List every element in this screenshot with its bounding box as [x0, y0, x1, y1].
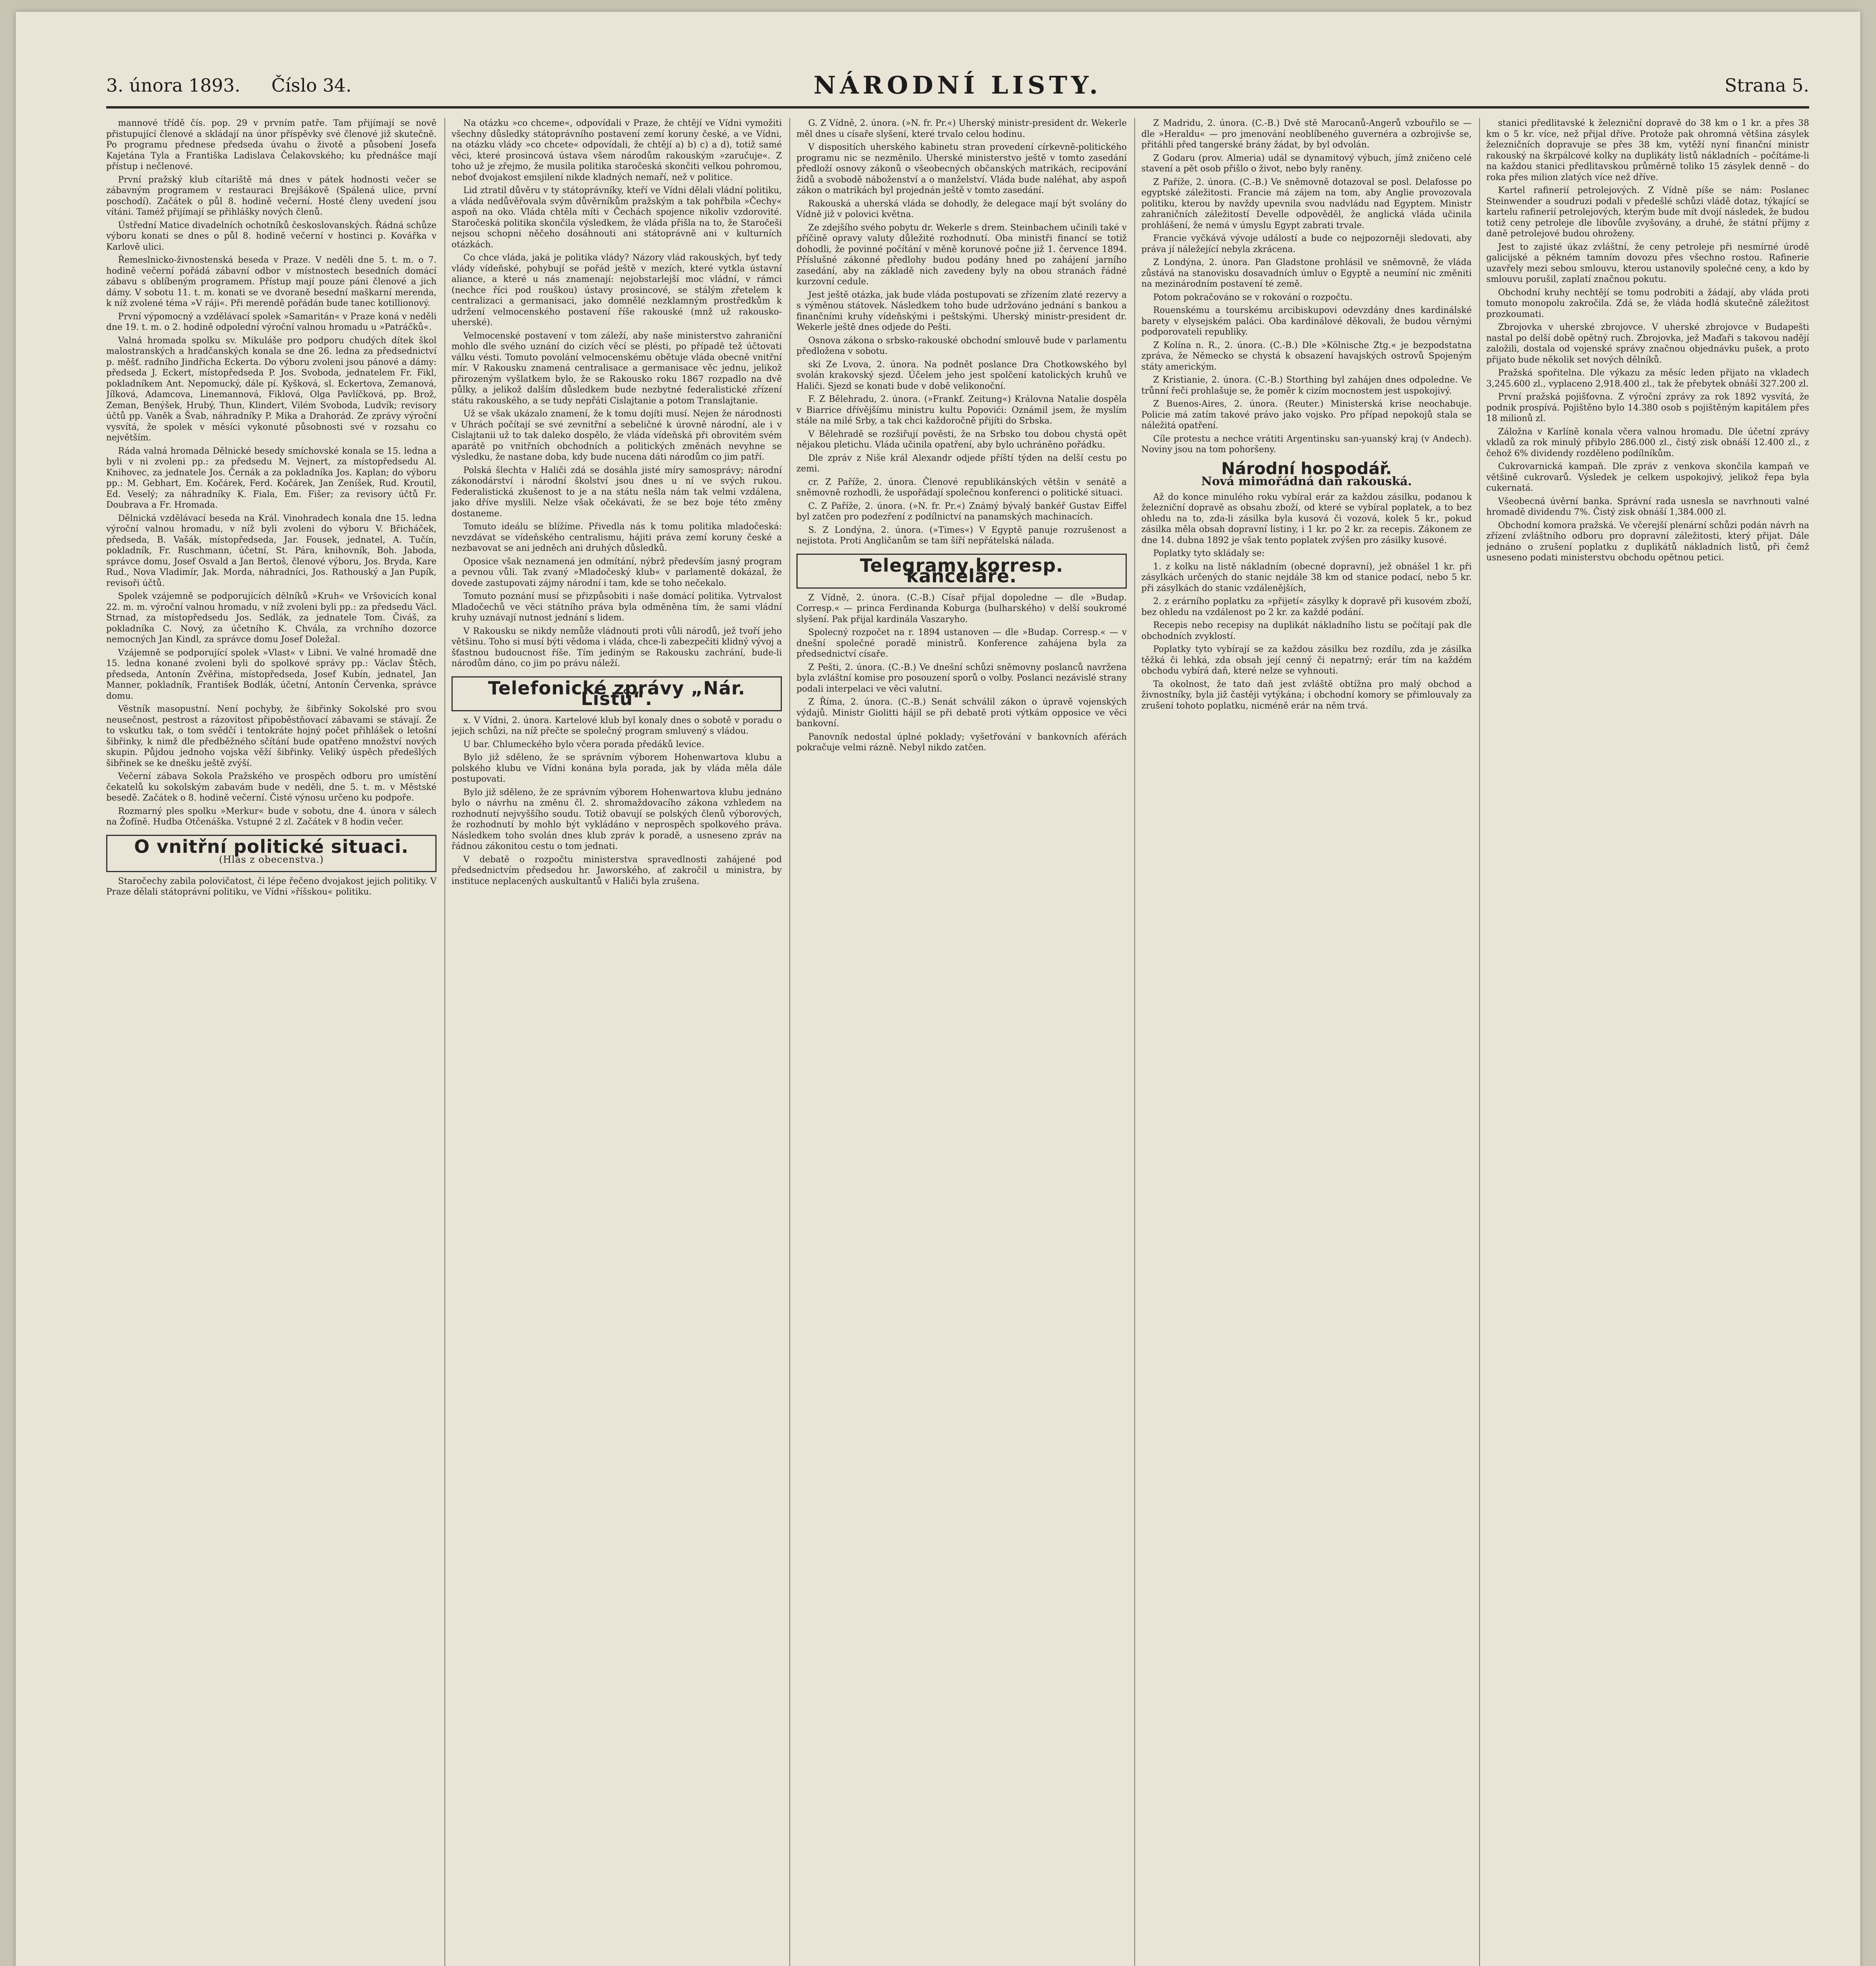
article-paragraph: Recepis nebo recepisy na duplikát nákladního listu se počítají pak dle obchodních zvyklostí.: [1141, 620, 1472, 641]
article-paragraph: Kartel rafinerií petrolejových. Z Vídně píše se nám: Poslanec Steinwender a soudruzi podali v předešlé schůzi vládě dotaz, týkající se kartelu rafinerií petrolejových, kterým bude mít dvojí následek, že budou totiž ceny petroleje dle libovůle zvyšovány, a druhé, že státní příjmy z daně petrolejové budou ohroženy.: [1486, 186, 1809, 239]
article-paragraph: S. Z Londýna, 2. února. (»Times«) V Egyptě panuje rozrušenost a nejistota. Proti Angličanům se tam šíří nepřátelská nálada.: [796, 525, 1127, 546]
section-title: Telefonické zprávy „Nár. Listů“.: [488, 677, 746, 709]
article-paragraph: Spolek vzájemně se podporujících dělníků »Kruh« ve Vršovicích konal 22. m. m. výroční valnou hromadu, v níž zvoleni byli pp.: za předsedu Václ. Strnad, za místopředsedu Jos. Sedlák, za jednatele Tom. Čiváš, za pokladníka C. Nový, za účetního K. Chvála, za vrchního dozorce nemocných Jan Kindl, za správce domu Josef Doležal.: [106, 591, 437, 644]
section-title: Telegramy korresp. kanceláře.: [860, 554, 1063, 587]
column-2: [451, 118, 782, 1966]
column-divider: [444, 118, 445, 1966]
article-paragraph: Bylo již sděleno, že se správním výborem Hohenwartova klubu a polského klubu ve Vídni konána byla porada, jak by vláda měla dále postupovati.: [451, 753, 782, 784]
article-paragraph: Panovník nedostal úplné poklady; vyšetřování v bankovních aférách pokračuje velmi rázně. Nebyl nikdo zatčen.: [796, 732, 1127, 753]
article-paragraph: Polská šlechta v Haliči zdá se dosáhla jisté míry samosprávy; národní zákonodárství i národní školství jsou dnes u ní ve svých rukou. Federalistická zkušenost to je a na státu nešla nám tak velmi vzdálena, jako dříve myslili. Nelze však očekávati, že se bez boje této změny dostaneme.: [451, 465, 782, 519]
article-paragraph: Valná hromada spolku sv. Mikuláše pro podporu chudých dítek škol malostranských a hradčanských konala se dne 26. ledna za předsednictví p. měšť. radního Jindřicha Eckerta. Do výboru zvoleni jsou pánové a dámy: předseda J. Eckert, místopředseda P. Jos. Svoboda, jednatelem Fr. Fikl, pokladníkem Ant. Nepomucký, dále pí. Kyšková, sl. Eckertova, Zemanová, Jílková, Adamcova, Linemannová, Fiklová, Olga Pavlíčková, pp. Brož, Zeman, Benýšek, Hrubý, Thun, Klindert, Vilém Svoboda, Ludvík; revisory účtů pp. Vaněk a Švab, náhradníky P. Mika a Drahorád. Ze zprávy výroční vysvítá, že spolek v měsíci vykonuté působnosti své v rozsahu co největším.: [106, 335, 437, 443]
article-paragraph: Řemeslnicko-živnostenská beseda v Praze. V neděli dne 5. t. m. o 7. hodině večerní pořádá zábavní odbor v místnostech besedních domácí zábavu s oblíbeným programem. Přístup mají pouze páni členové a jich dámy. V sobotu 11. t. m. konati se ve dvoraně besední maškarní merenda, k níž zvolené téma »V ráji«. Při merendě pořádán bude tanec kotillionový.: [106, 255, 437, 308]
article-paragraph: V Rakousku se nikdy nemůže vládnouti proti vůli národů, jež tvoří jeho většinu. Toho si musí býti vědoma i vláda, chce-li zabezpečiti klidný vývoj a šťastnou budoucnost říše. Tím jediným se Rakousku zachrání, bude-li národům dáno, co jim po právu náleží.: [451, 626, 782, 668]
article-paragraph: Už se však ukázalo znamení, že k tomu dojíti musí. Nejen že národnosti v Uhrách počítají se své zevnitřní a sebeličné k úrovně národní, ale i v Cislajtanii už to tak daleko dospělo, že vláda vídeňská při obrovitém svém aparátě po vnitřních obchodních a politických změnách nevyhne se výsledku, že nastane doba, kdy bude nucena dáti národům co jim patří.: [451, 409, 782, 462]
section-heading: [1141, 458, 1472, 478]
article-paragraph: Na otázku »co chceme«, odpovídali v Praze, že chtějí ve Vídni vymožiti všechny důsledky státoprávního postavení zemí koruny české, a ve Vídni, na otázku vlády »co chcete« odpovídali, že chtějí a) b) c) a d), totiž samé věci, které prosincová ústava všem národům rakouským »zaručuje«. Z toho už je zřejmo, že musila politika staročeská skončiti velkou pohromou, neboť dvojakost emsjilení nikde kladných nemaří, než v politice.: [451, 118, 782, 182]
article-paragraph: Cíle protestu a nechce vrátiti Argentinsku san-yuanský kraj (v Andech). Noviny jsou na tom pohoršeny.: [1141, 434, 1472, 455]
article-paragraph: Až do konce minulého roku vybíral erár za každou zásilku, podanou k železniční dopravě as obsahu zboží, od které se vybíral poplatek, a to bez ohledu na to, zda-li zásilka byla kusová či vozová, kolek 5 kr., pokud zásilka měla obsah dopravní listiny, i 1 kr. po 2 kr. za recepis. Zákonem ze dne 14. dubna 1892 je však tento poplatek zvýšen pro zásilky kusové.: [1141, 492, 1472, 545]
article-paragraph: Spolecný rozpočet na r. 1894 ustanoven — dle »Budap. Corresp.« — v dnešní společné poradě ministrů. Konference zahájena byla za předsednictví císaře.: [796, 628, 1127, 659]
article-paragraph: Jest ještě otázka, jak bude vláda postupovati se zřízením zlaté rezervy a s výměnou státovek. Následkem toho bude udržováno jednání s bankou a finančními kruhy vídeňskými i peštskými. Uherský ministr-president dr. Wekerle ještě dnes odjede do Pešti.: [796, 290, 1127, 332]
article-paragraph: x. V Vídni, 2. února. Kartelové klub byl konaly dnes o sobotě v poradu o jejich schůzi, na níž přečte se společný program smluvený s vládou.: [451, 715, 782, 736]
issue-number: Číslo 34.: [271, 75, 352, 96]
article-paragraph: Tomuto poznání musí se přizpůsobiti i naše domácí politika. Vytrvalost Mladočechů ve věci státního práva byla odměněna tím, že sami vládní kruhy uznávají nutnost jednání s lidem.: [451, 591, 782, 623]
article-paragraph: Věstník masopustní. Není pochyby, že šibřinky Sokolské pro svou neusečnost, pestrost a rázovitost připoběstňovací zábavami se stávají. Že to vskutku tak, o tom svědčí i tentokráte hojný počet přihlášek o letošní šibřinky, k nimž dle předběžného sčítání bude opatřeno množství nových skupin. Půjdou jednoho vojska věží šibřinky. Veliký úspěch předešlých šibřinek se ke dnešku ještě zvýší.: [106, 704, 437, 768]
article-paragraph: Ráda valná hromada Dělnické besedy smíchovské konala se 15. ledna a byli v ni zvoleni pp.: za předsedu M. Vejnert, za místopředsedu Al. Knihovec, za jednatele Jos. Černák a za pokladníka Jos. Kaplan; do výboru pp.: M. Gebhart, Em. Kočárek, Ferd. Kočárek, Jan Zeníšek, Rud. Kroutil, Ed. Veselý; za náhradníky K. Fiala, Em. Fišer; za revisory účtů Fr. Doubrava a Fr. Hromada.: [106, 446, 437, 510]
newspaper-page: [16, 12, 1860, 1966]
article-paragraph: C. Z Paříže, 2. února. (»N. fr. Pr.«) Známý bývalý bankéř Gustav Eiffel byl zatčen pro podezření z podílnictví na panamských machinacích.: [796, 501, 1127, 522]
article-paragraph: Večerní zábava Sokola Pražského ve prospěch odboru pro umístění čekatelů ku sokolským zabavám bude v neděli, dne 5. t. m. v Městské besedě. Začátek o 8. hodině večerní. Čisté výnosu určeno ku podpoře.: [106, 771, 437, 803]
article-paragraph: Z Kristianie, 2. února. (C.-B.) Storthing byl zahájen dnes odpoledne. Ve trůnní řeči prohlašuje se, že poměr k cizím mocnostem jest uspokojivý.: [1141, 375, 1472, 396]
column-3: [796, 118, 1127, 1966]
article-paragraph: Jest to zajisté úkaz zvláštní, že ceny petroleje při nesmírné úrodě galicijské a pěkném tamním dovozu přes všechno rostou. Rafinerie uzavřely mezi sebou smlouvu, kterou ustanovily společné ceny, a kdo by smlouvu porušil, zaplatí značnou pokutu.: [1486, 242, 1809, 284]
article-paragraph: Rouenskému a tourskému arcibiskupovi odevzdány dnes kardinálské barety v elysejském paláci. Oba kardinálové děkovali, že budou věrnými podporovateli republiky.: [1141, 306, 1472, 337]
article-paragraph: Dle zpráv z Niše král Alexandr odjede příští týden na delší cestu po zemi.: [796, 453, 1127, 474]
masthead-title: NÁRODNÍ LISTY.: [813, 71, 1102, 99]
article-paragraph: Pražská spořitelna. Dle výkazu za měsíc leden přijato na vkladech 3,245.600 zl., vyplaceno 2,918.400 zl., tak že přebytek obnáší 327.200 zl.: [1486, 368, 1809, 389]
article-paragraph: Zbrojovka v uherské zbrojovce. V uherské zbrojovce v Budapešti nastal po delší době opětný ruch. Zbrojovka, jež Maďaři s takovou nadějí založili, dostala od vojenské správy značnou objednávku pušek, a proto přijato bude několik set nových dělníků.: [1486, 322, 1809, 365]
section-heading: [106, 835, 437, 872]
article-paragraph: U bar. Chlumeckého bylo včera porada předáků levice.: [463, 739, 704, 749]
article-paragraph: Z Buenos-Aires, 2. února. (Reuter.) Ministerská krise neochabuje. Policie má zatím takové právo jako vojsko. Pro případ nepokojů stala se náležitá opatření.: [1141, 399, 1472, 431]
column-4: [1141, 118, 1472, 1966]
article-paragraph: Ze zdejšího svého pobytu dr. Wekerle s drem. Steinbachem učinili také v příčině opravy valuty důležité rozhodnutí. Oba ministři financí se totiž dohodli, že povinné počítání v měně korunové počne již 1. července 1894. Příslušné zákonné předlohy budou podány hned po zahájení jarního zasedání, aby na základě nich zavedeny byly na obou stranách řádné kurzovní cedule.: [796, 223, 1127, 287]
article-paragraph: Z Godaru (prov. Almeria) udál se dynamitový výbuch, jímž zničeno celé stavení a pět osob přišlo o život, nebo byly raněny.: [1141, 153, 1472, 174]
section-subtitle: Nová mimořádná daň rakouská.: [1201, 475, 1412, 488]
article-paragraph: Poplatky tyto vybírají se za každou zásilku bez rozdílu, zda je zásilka těžká či lehká, zda obsah její cenný či nepatrný; erár tím na každém obchodu vybírá daň, které nelze se vyhnouti.: [1141, 644, 1472, 676]
article-paragraph: Oposice však neznamená jen odmítání, nýbrž především jasný program a pevnou vůli. Tak zvaný »Mladočeský klub« v parlamentě dokázal, že dovede zastupovati zájmy národní i tam, kde se toho nečekalo.: [451, 556, 782, 588]
article-paragraph: Ta okolnost, že tato daň jest zvláště obtížna pro malý obchod a živnostníky, byla již častěji vytýkána; i obchodní komory se přimlouvaly za zrušení tohoto poplatku, nicméně erár na něm trvá.: [1141, 679, 1472, 711]
article-paragraph: ski Ze Lvova, 2. února. Na podnět poslance Dra Chotkowského byl svolán krakovský sjezd. Účelem jeho jest spolčení katolických kruhů ve Haliči. Sjezd se konati bude v době velikonoční.: [796, 359, 1127, 391]
article-paragraph: Staročechy zabila polovičatost, či lépe řečeno dvojakost jejich politiky. V Praze dělali státoprávní politiku, ve Vídni »říšskou« politiku.: [106, 876, 437, 897]
article-paragraph: 2. z erárního poplatku za »přijetí« zásylky k dopravě při kusovém zboží, bez ohledu na vzdálenost po 2 kr. za každé podání.: [1141, 596, 1472, 617]
article-paragraph: Vzájemně se podporující spolek »Vlast« v Libni. Ve valné hromadě dne 15. ledna konané zvoleni byli do spolkové správy pp.: Václav Štěch, předseda, Antonín Zvěřina, místopředseda, Josef Kubín, jednatel, Jan Manner, pokladník, František Bodlák, účetní, Antonín Červenka, správce domu.: [106, 648, 437, 701]
article-paragraph: Potom pokračováno se v rokování o rozpočtu.: [1153, 292, 1353, 302]
article-paragraph: V Bělehradě se rozšiřují pověsti, že na Srbsko tou dobou chystá opět nějakou pletichu. Vláda učinila opatření, aby bylo uchráněno pořádku.: [796, 429, 1127, 450]
article-paragraph: Ústřední Matice divadelních ochotníků českoslovanských. Řádná schůze výboru konati se dnes o půl 8. hodině večerní v hostinci p. Kovářka v Karlově ulici.: [106, 220, 437, 252]
article-paragraph: mannové třídě čís. pop. 29 v prvním patře. Tam přijímají se nově přistupující členové a skládají na únor příspěvky své členové již skutečně. Po programu přednese předsedа úvahu o životě a působení Josefa Kajetána Tyla a Františka Ladislava Čelakovského; ku přednášce mají přístup i nečlenové.: [106, 118, 437, 171]
article-paragraph: Co chce vláda, jaká je politika vlády? Názory vlád rakouských, byť tedy vlády vídeňské, pohybují se pořád ještě v mezích, které vytkla ústavní aliance, a které u nás znamenají: nejobstarlejší moc vládní, v rámci (nechce říci pod rouškou) ústavy prosincové, se stálým zřetelem k centralizaci a germanisaci, jako domnělé nezklamným prostředkům k udržení velmocenského postavení říše rakouské (mnž už rakousko-uherské).: [451, 253, 782, 328]
page-header: [106, 71, 1809, 109]
article-paragraph: Obchodní komora pražská. Ve včerejší plenární schůzi podán návrh na zřízení zvláštního odboru pro dopravní záležitosti, který přijat. Dále jednáno o zrušení poplatku z duplikátů nákladních listů, při čemž usneseno podati ministerstvu obchodu opětnou petici.: [1486, 520, 1809, 563]
article-paragraph: Tomuto ideálu se blížíme. Přivedla nás k tomu politika mladočeská: nevzdávat se vídeňského centralismu, hájiti práva zemí koruny české a nezbavovat se ani jedněch ani druhých důsledků.: [451, 522, 782, 553]
article-paragraph: Z Vídně, 2. února. (C.-B.) Císař přijal dopoledne — dle »Budap. Corresp.« — princa Ferdinanda Koburga (bulharského) v delší soukromé slyšení. Pak přijal kardinála Vaszaryho.: [796, 593, 1127, 624]
section-heading: [796, 554, 1127, 589]
article-paragraph: Záložna v Karlíně konala včera valnou hromadu. Dle účetní zprávy vkladů za rok minulý přibylo 286.000 zl., čistý zisk obnáší 12.400 zl., z čehož 6% dividendy rozděleno podílníkům.: [1486, 427, 1809, 458]
article-paragraph: Francie vyčkává vývoje událostí a bude co nejpozorněji sledovati, aby práva jí náležející nebyla zkrácena.: [1141, 234, 1472, 254]
column-1: [106, 118, 437, 1966]
article-paragraph: Z Říma, 2. února. (C.-B.) Senát schválil zákon o úpravě vojenských výdajů. Ministr Giolitti hájil se při debatě proti výtkám opposice ve věci bankovní.: [796, 697, 1127, 729]
article-paragraph: Poplatky tyto skládaly se:: [1153, 549, 1265, 558]
column-divider: [1479, 118, 1480, 1966]
article-paragraph: Všeobecná úvěrní banka. Správní rada usnesla se navrhnouti valné hromadě dividendu 7%. Čistý zisk obnáší 1,384.000 zl.: [1486, 496, 1809, 517]
article-paragraph: Rakouská a uherská vláda se dohodly, že delegace mají být svolány do Vídně již v polovici května.: [796, 199, 1127, 219]
section-title: O vnitřní politické situaci.: [134, 836, 409, 857]
article-paragraph: Z Pešti, 2. února. (C.-B.) Ve dnešní schůzi sněmovny poslanců navržena byla zvláštní komise pro posouzení sporů o volby. Poslanci nezávislé strany podali interpelaci ve věci valutní.: [796, 662, 1127, 694]
article-paragraph: První pražský klub cítariště má dnes v pátek hodnosti večer se zábavným programem v restauraci Brejšákově (Spálená ulice, první poschodí). Začátek o půl 8. hodině večerní. Hosté členy uvedení jsou vítáni. Taméž přijímají se přihlášky nových členů.: [106, 175, 437, 217]
article-paragraph: cr. Z Paříže, 2. února. Členové republikánských většin v senátě a sněmovně rozhodli, že uspořádají společnou konferenci o politické situaci.: [796, 477, 1127, 498]
article-paragraph: Obchodní kruhy nechtějí se tomu podrobiti a žádají, aby vláda proti tomuto monopolu zakročila. Zdá se, že vláda hodlá skutečně záležitost prozkoumati.: [1486, 287, 1809, 319]
article-paragraph: Z Londýna, 2. února. Pan Gladstone prohlásil ve sněmovně, že vláda zůstává na stanovisku dosavadních úmluv o Egyptě a neumíní nic změniti na mezinárodním postavení té země.: [1141, 258, 1472, 289]
article-paragraph: F. Z Bělehradu, 2. února. (»Frankf. Zeitung«) Královna Natalie dospěla v Biarrice dřívějšímu ministru kultu Popovići: Oznámil jsem, že myslím stále na milé Srby, a tak chci každoročně přijíti do Srbska.: [796, 394, 1127, 426]
article-paragraph: Bylo již sděleno, že ze správním výborem Hohenwartova klubu jednáno bylo o návrhu na změnu čl. 2. shromaždovacího zákona vzhledem na rozhodnutí nejvyššího soudu. Totiž obavují se polských členů výborových, že rozhodnutí by mohlo být vykládáno v neprospěch spolkového práva. Následkem toho svolán dnes klub zpráv k poradě, a usneseno zpráv na řádnou zákonitou cestu o tom jednati.: [451, 787, 782, 851]
article-paragraph: Velmocenské postavení v tom záleží, aby naše ministerstvo zahraniční mohlo dle svého uznání do cizích věcí se plésti, po případě tež účtovati válku vésti. Tomuto povolání velmocenskému obětuje vláda obecně vnitřní mír. V Rakousku znamená centralisace a germanisace věc jednu, jelikož přirozeným vyšlatkem bylo, že se Rakousko roku 1867 rozpadlo na dvě půlky, a jelikož dalším důsledkem bude nezbytné federalistické zřízení státu rakouského, a se tudy nepřáti Cislajtanie a potom Translajtanie.: [451, 331, 782, 406]
column-5: [1486, 118, 1809, 1966]
article-paragraph: V debatě o rozpočtu ministerstva spravedlnosti zahájené pod předsednictvím předsedou hr. Jaworského, ať zakročil u ministra, by instituce neplacených auskultantů v Haliči byla zrušena.: [451, 854, 782, 886]
article-paragraph: 1. z kolku na listě nákladním (obecné dopravní), jež obnášel 1 kr. při zásylkách určených do stanic nejdále 38 km od stanice podací, nebo 5 kr. při zásylkách do stanic vzdálenějších,: [1141, 561, 1472, 593]
article-paragraph: Z Madridu, 2. února. (C.-B.) Dvě stě Marocanů-Angerů vzbouřilo se — dle »Heraldu« — pro jmenování neoblíbeného guvernéra a ozbrojivše se, přitáhli před tangerské brány žádat, by byl odvolán.: [1141, 118, 1472, 150]
issue-date: 3. února 1893.: [106, 75, 241, 96]
article-paragraph: Lid ztratil důvěru v ty státoprávníky, kteří ve Vídni dělali vládní politiku, a vláda nedůvěřovala svým důvěrníkům pražským a tak pohřbila »Čechy« aspoň na oko. Vláda chtěla míti v Čechách spojence nikoliv vzdorovité. Staročeská politika skončila výsledkem, že vláda přišla na to, že Staročeši nejsou schopni něčeho dosáhnouti ani státoprávně ani v kulturních otázkách.: [451, 186, 782, 250]
article-paragraph: G. Z Vídně, 2. února. (»N. fr. Pr.«) Uherský ministr-president dr. Wekerle měl dnes u císaře slyšení, které trvalo celou hodinu.: [796, 118, 1127, 139]
article-paragraph: Rozmarný ples spolku »Merkur« bude v sobotu, dne 4. února v sálech na Žofíně. Hudba Otčenáška. Vstupné 2 zl. Začátek v 8 hodin večer.: [106, 806, 437, 827]
article-paragraph: Osnova zákona o srbsko-rakouské obchodní smlouvě bude v parlamentu předložena v sobotu.: [796, 335, 1127, 356]
section-title: Národní hospodář.: [1221, 458, 1392, 478]
section-heading: [451, 676, 782, 711]
column-divider: [789, 118, 790, 1966]
article-paragraph: stanici předlitavské k železniční dopravě do 38 km o 1 kr. a přes 38 km o 5 kr. více, než přijal dříve. Protože pak ohromná většina zásylek železničních dopravuje se přes 38 km, vytěží nyní finanční ministr rakouský na škrpálcové kolky na duplikáty listů nákladních – počítáme-li na každou stanici předlitavskou průměrně toliko 15 zásylek denně – do roka přes milion zlatých více než dříve.: [1486, 118, 1809, 182]
article-paragraph: Z Paříže, 2. února. (C.-B.) Ve sněmovně dotazoval se posl. Delafosse po egyptské záležitosti. Francie má zájem na tom, aby Anglie provozovala politiku, kterou by navždy upevnila svou nadvládu nad Egyptem. Ministr zahraničních záležitostí Develle odpověděl, že anglická vláda učinila prohlášení, že nemá v úmyslu Egypt zabrati trvale.: [1141, 177, 1472, 230]
article-paragraph: První pražská pojišťovna. Z výroční zprávy za rok 1892 vysvítá, že podnik prospívá. Pojištěno bylo 14.380 osob s pojištěným kapitálem přes 18 milionů zl.: [1486, 392, 1809, 423]
article-paragraph: První výpomocný a vzdělávací spolek »Samaritán« v Praze koná v neděli dne 19. t. m. o 2. hodině odpolední výroční valnou hromadu u »Patráčků«.: [106, 311, 437, 332]
page-number: Strana 5.: [1725, 75, 1809, 96]
article-paragraph: V dispositích uherského kabinetu stran provedení církevně-politického programu nic se nezměnilo. Uherské ministerstvo ještě v tomto zasedání předloží osnovy zákonů o všeobecných občanských matrikách, recipování židů a svobodě náboženství a o manželství. Vláda bude naléhat, aby aspoň zákon o matrikách byl projednán ještě v tomto zasedání.: [796, 142, 1127, 195]
section-subtitle: (Hlas z obecenstva.): [219, 854, 324, 865]
article-paragraph: Cukrovarnická kampaň. Dle zpráv z venkova skončila kampaň ve většině cukrovarů. Výsledek je celkem uspokojivý, jelikož řepa byla cukernatá.: [1486, 462, 1809, 493]
article-paragraph: Z Kolína n. R., 2. února. (C.-B.) Dle »Kölnische Ztg.« je bezpodstatna zpráva, že Německo se chystá k obsazení havajských ostrovů Spojeným státy americkým.: [1141, 340, 1472, 372]
article-paragraph: Dělnická vzdělávací beseda na Král. Vinohradech konala dne 15. ledna výroční valnou hromadu, v níž byli zvoleni do výboru V. Břicháček, předseda, B. Vašák, místopředseda, Jar. Fousek, jednatel, A. Tučín, pokladník, Fr. Ruschmann, účetní, St. Pára, knihovník, Boh. Jaboda, správce domu, Josef Osvald a Jan Bertoš, členové výboru, Jos. Bryda, Kare Rud., Nova Vladimír, Jak. Morda, náhradníci, Jos. Rathouský a Jan Pupík, revisoři účtů.: [106, 513, 437, 588]
column-divider: [1134, 118, 1135, 1966]
